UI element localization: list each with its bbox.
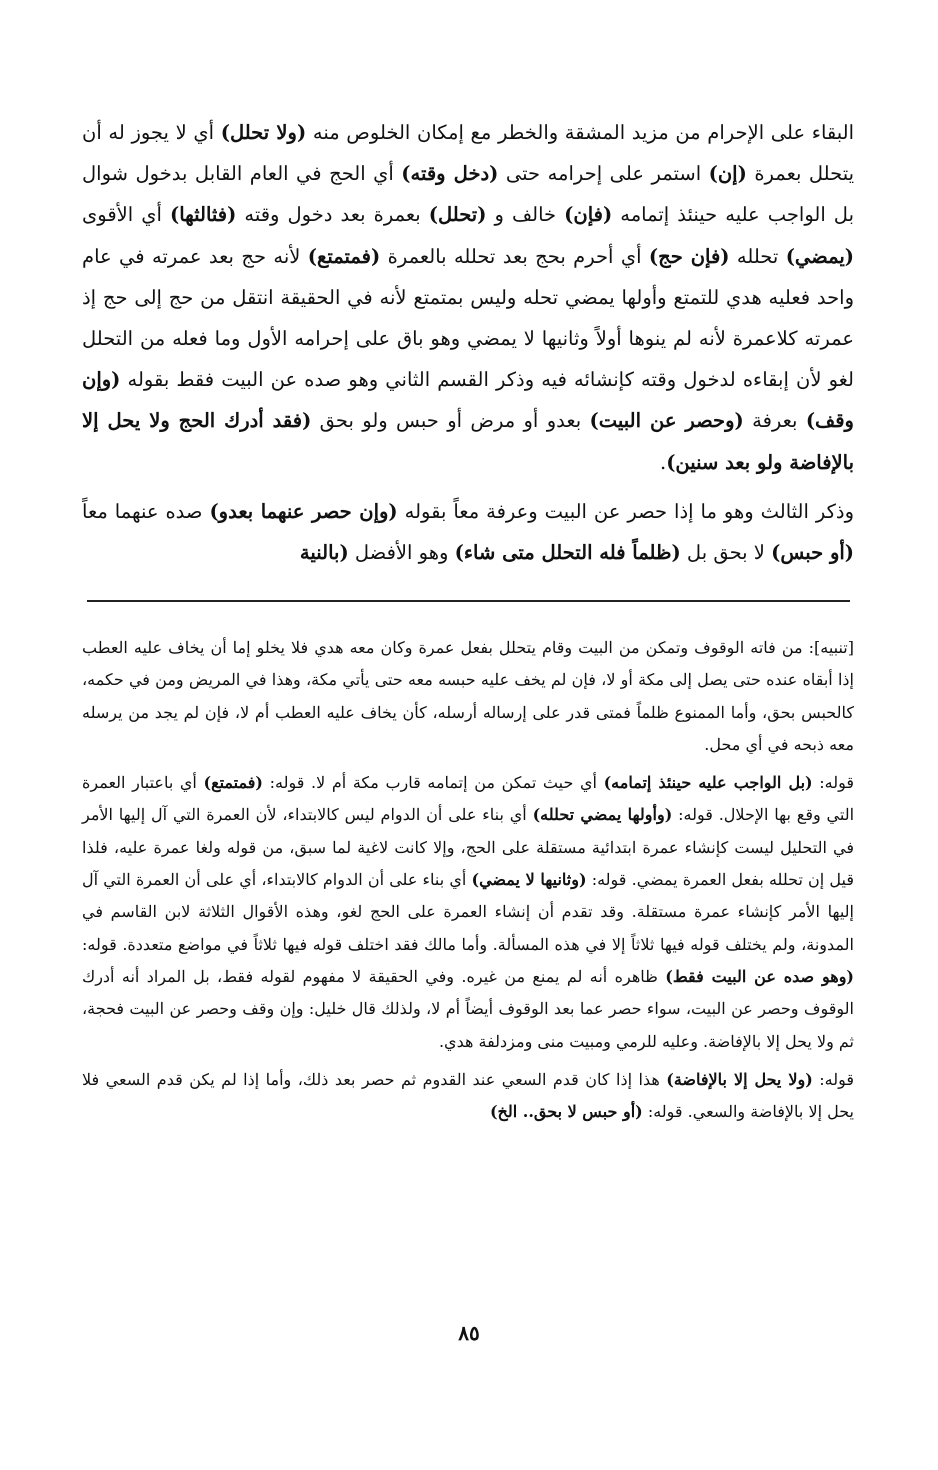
bold-term: (وثانيها لا يمضي) xyxy=(471,870,587,890)
main-paragraph-2 xyxy=(82,491,854,573)
text-span: وذكر الثالث وهو ما إذا حصر عن البيت وعرفة معاً بقوله xyxy=(397,499,854,523)
bold-term: (فمتمتع) xyxy=(307,244,381,268)
bold-term: (فقد أدرك الحج ولا يحل إلا بالإفاضة ولو بعد سنين) xyxy=(82,409,854,474)
bold-term: (أو حبس لا بحق.. الخ) xyxy=(489,1102,643,1122)
text-span: قوله: xyxy=(812,1069,854,1089)
text-span: لا بحق بل xyxy=(680,541,772,565)
text-span: استمر على إحرامه حتى xyxy=(498,162,709,186)
bold-term: (فإن حج) xyxy=(648,244,730,268)
bold-term: (وهو صده عن البيت فقط) xyxy=(665,966,854,986)
bold-term: (ولا يحل إلا بالإفاضة) xyxy=(666,1069,813,1089)
text-span: [تنبيه]: من فاته الوقوف وتمكن من البيت وقام يتحلل بفعل عمرة وكان معه هدي فلا يخلو إما أن يخاف عليه العطب إذا أبقاه عنده حتى يصل إلى مكة أو لا، فإن لم يخف عليه حبسه معه حتى يأتي مكة، وهذا في المريض ومن في حكمه، كالحبس بحق، وأما الممنوع ظلماً فمتى قدر على إرساله أرسله، كأن يخاف عليه العطب أم لا، فإن لم يجد من يرسله معه ذبحه في أي محل. xyxy=(82,638,855,754)
text-span: أي بناء على أن الدوام ليس كالابتداء، لأن العمرة التي آل إليها الأمر في التحليل ليست كإنشاء عمرة ابتدائية مستقلة على الحج، وإلا كانت لاغية لما سبق، من قوله ولغا عمرة عليه، فلذا قيل إن تحلله بفعل العمرة يمضي. قوله: xyxy=(82,805,855,890)
text-span: خالف و xyxy=(486,203,565,227)
text-span: البقاء على الإحرام من مزيد المشقة والخطر مع إمكان الخلوص منه xyxy=(306,121,854,144)
main-paragraph-1 xyxy=(82,112,854,483)
bold-term: (وأولها يمضي تحلله) xyxy=(532,805,673,825)
text-span: صده عنهما معاً xyxy=(82,499,210,523)
footnote-divider xyxy=(87,600,850,602)
text-span: ظاهره أنه لم يمنع من غيره. وفي الحقيقة لا مفهوم لقوله فقط، بل المراد أنه أدرك الوقوف وحصر عن البيت، سواء حصر عما بعد الوقوف أيضاً أم لا، ولذلك قال خليل: وإن وقف وحصر عن البيت فحجة، ثم ولا يحل إلا بالإفاضة. وعليه للرمي ومبيت منى ومزدلفة هدي. xyxy=(82,966,854,1051)
text-span: وهو الأفضل xyxy=(348,541,455,565)
text-span: أي حيث تمكن من إتمامه قارب مكة أم لا. قوله: xyxy=(262,773,604,793)
note-paragraph-2 xyxy=(82,767,854,1058)
bold-term: (ظلماً فله التحلل متى شاء) xyxy=(454,541,681,565)
note-paragraph-3 xyxy=(82,1064,854,1129)
bold-term: (بل الواجب عليه حينئذ إتمامه) xyxy=(603,773,813,793)
text-span: بعدو أو مرض أو حبس ولو بحق xyxy=(311,409,590,433)
text-span: أي الأقوى xyxy=(82,203,170,227)
text-span: هذا إذا كان قدم السعي عند القدوم ثم حصر بعد ذلك، وأما إذا لم يكن قدم السعي فلا يحل إلا بالإفاضة والسعي. قوله: xyxy=(82,1069,854,1122)
text-span: أي باعتبار العمرة التي وقع بها الإحلال. قوله: xyxy=(82,773,855,825)
text-span: أي الحج في العام القابل بدخول شوال بل الواجب عليه حينئذ إتمامه xyxy=(82,162,855,227)
text-span: . xyxy=(659,450,667,474)
bold-term: (يمضي) xyxy=(785,244,855,268)
bold-term: (ولا تحلل) xyxy=(220,121,307,144)
bold-term: (بالنية xyxy=(299,541,349,565)
text-span: أي بناء على أن الدوام كالابتداء، أي على أن العمرة التي آل إليها الأمر كإنشاء عمرة مستقلة. وقد تقدم أن إنشاء العمرة على الحج لغو، وهذه الأقوال الثلاثة لابن القاسم في المدونة، ولم يختلف قوله فيها ثلاثاً إلا في هذه المسألة. وأما مالك فقد اختلف قوله فيها ثلاثاً في مواضع متعددة. قوله: xyxy=(82,870,854,954)
bold-term: (تحلل) xyxy=(428,203,487,227)
bold-term: (وإن حصر عنهما بعدو) xyxy=(209,499,398,523)
bold-term: (وإن وقف) xyxy=(82,368,854,433)
bold-term: (وحصر عن البيت) xyxy=(589,409,744,433)
bold-term: (أو حبس) xyxy=(771,541,854,565)
page-number: ٨٥ xyxy=(458,1321,480,1345)
text-span: بعرفة xyxy=(743,409,806,433)
main-text xyxy=(82,112,854,573)
text-span: أي لا يجوز له أن يتحلل بعمرة xyxy=(82,121,855,186)
bold-term: (إن) xyxy=(708,162,747,186)
bold-term: (فثالثها) xyxy=(169,203,237,227)
footnotes xyxy=(82,632,854,1128)
text-span: قوله: xyxy=(812,773,854,793)
text-span: أي أحرم بحج بعد تحلله بالعمرة xyxy=(380,244,649,268)
bold-term: (دخل وقته) xyxy=(401,162,499,186)
note-paragraph-1 xyxy=(82,632,854,761)
bold-term: (فمتمتع) xyxy=(203,773,263,793)
text-span: بعمرة بعد دخول وقته xyxy=(236,203,429,227)
bold-term: (فإن) xyxy=(564,203,613,227)
text-span: تحلله xyxy=(729,244,786,268)
text-span: لأنه حج بعد عمرته في عام واحد فعليه هدي للتمتع وأولها يمضي تحله وليس بمتمتع لأنه في الحقيقة انتقل من حج إلى حج إذ عمرته كلاعمرة لأنه لم ينوها أولاً وثانيها لا يمضي وهو باق على إحرامه الأول وما فعله من التحلل لغو لأن إبقاءه لدخول وقته كإنشائه فيه وذكر القسم الثاني وهو صده عن البيت فقط بقوله xyxy=(82,244,854,392)
